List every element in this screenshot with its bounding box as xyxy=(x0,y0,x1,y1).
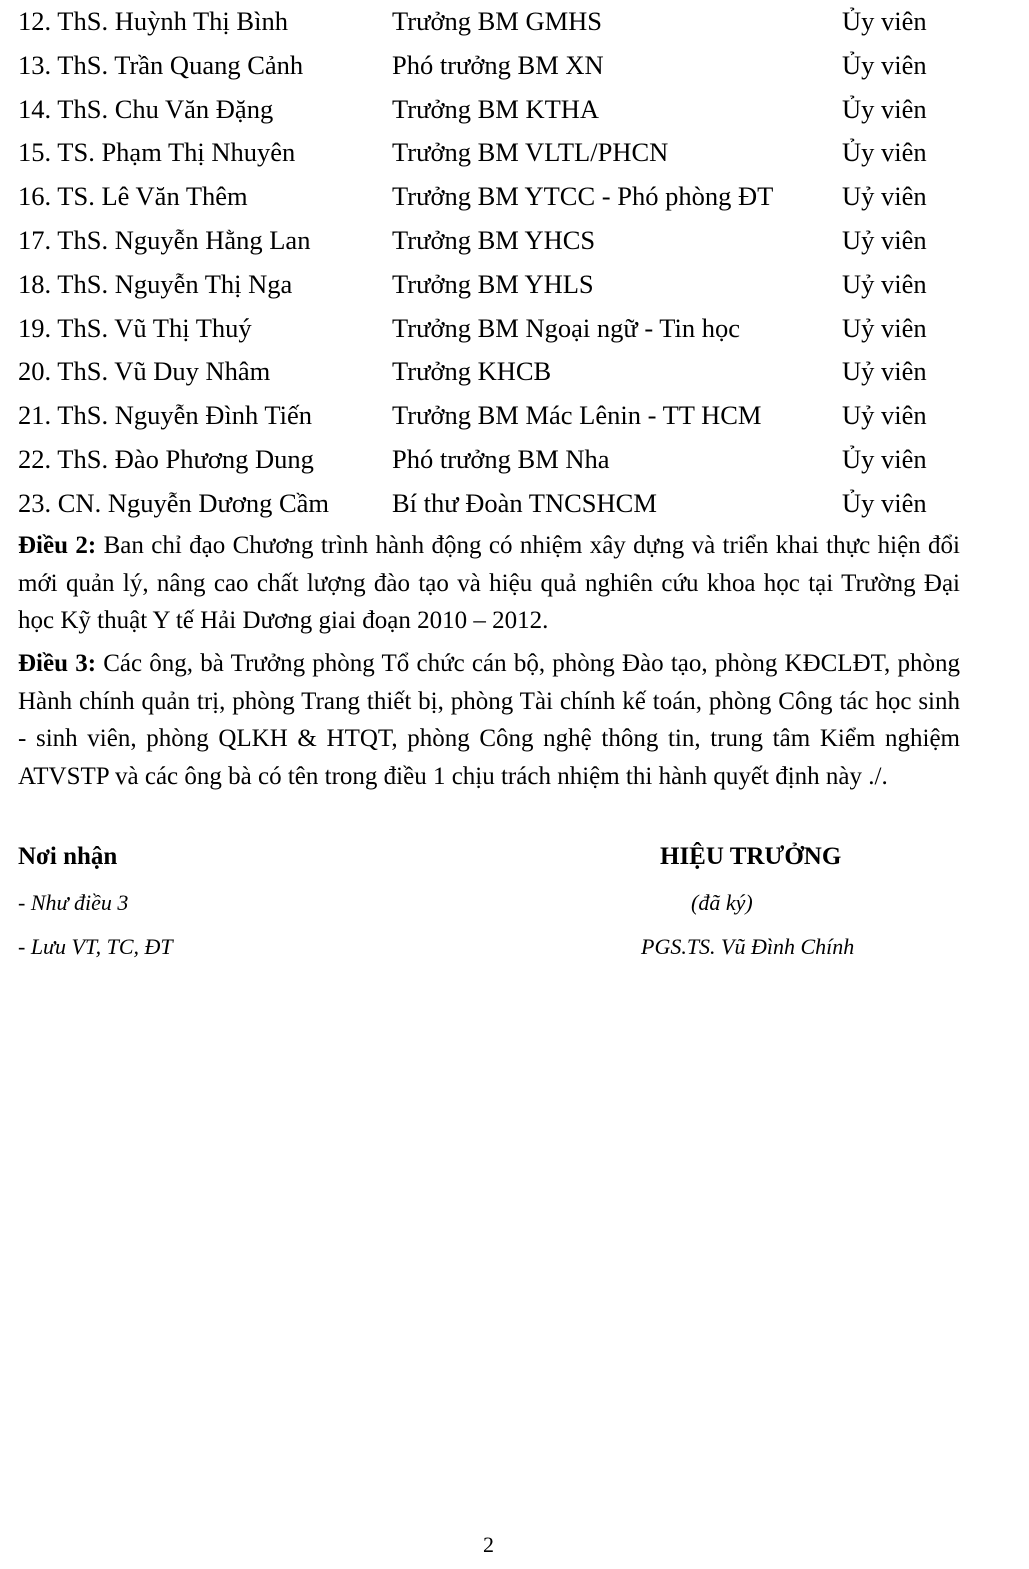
member-row xyxy=(18,350,960,394)
member-position: Trưởng BM VLTL/PHCN xyxy=(392,137,669,168)
document-page xyxy=(18,0,960,959)
member-name: 21. ThS. Nguyễn Đình Tiến xyxy=(18,400,312,431)
member-position: Trưởng BM KTHA xyxy=(392,93,600,124)
member-name: 23. CN. Nguyễn Dương Cầm xyxy=(18,487,330,518)
member-position: Trưởng KHCB xyxy=(392,356,552,387)
member-position: Trưởng BM Ngoại ngữ - Tin học xyxy=(392,312,741,343)
member-position: Trưởng BM YTCC - Phó phòng ĐT xyxy=(392,181,774,212)
article-text: Ban chỉ đạo Chương trình hành động có nhiệm xây dựng và triển khai thực hiện đổi mới quản lý, nâng cao chất lượng đào tạo và hiệu quả nghiên cứu khoa học tại Trường Đại học Kỹ thuật Y tế Hải Dương giai đoạn 2010 – 2012. xyxy=(18,532,960,634)
member-row xyxy=(18,394,960,438)
page-number: 2 xyxy=(483,1532,494,1557)
member-name: 15. TS. Phạm Thị Nhuyên xyxy=(18,137,296,168)
recipient-item: - Lưu VT, TC, ĐT xyxy=(18,934,173,959)
member-role: Ủy viên xyxy=(842,49,927,80)
member-row xyxy=(18,482,960,526)
member-position: Trưởng BM YHLS xyxy=(392,268,594,299)
signer-name: PGS.TS. Vũ Đình Chính xyxy=(641,934,855,959)
article-text: Các ông, bà Trưởng phòng Tổ chức cán bộ, phòng Đào tạo, phòng KĐCLĐT, phòng Hành chính quản trị, phòng Trang thiết bị, phòng Tài chính kế toán, phòng Công tác học sinh - sinh viên, phòng QLKH & HTQT, phòng Công nghệ thông tin, trung tâm Kiểm nghiệm ATVSTP và các ông bà có tên trong điều 1 chịu trách nhiệm thi hành quyết định này ./. xyxy=(18,650,960,790)
member-name: 22. ThS. Đào Phương Dung xyxy=(18,443,314,474)
member-row xyxy=(18,131,960,175)
member-row xyxy=(18,0,960,44)
member-role: Ủy viên xyxy=(842,487,927,518)
member-position: Phó trưởng BM Nha xyxy=(392,443,610,474)
member-role: Ủy viên xyxy=(842,443,927,474)
member-row xyxy=(18,88,960,132)
member-row xyxy=(18,219,960,263)
member-name: 17. ThS. Nguyễn Hằng Lan xyxy=(18,224,311,255)
article-label: Điều 3: xyxy=(18,650,97,677)
member-row xyxy=(18,263,960,307)
member-role: Uỷ viên xyxy=(842,224,927,255)
member-role: Uỷ viên xyxy=(842,312,927,343)
recipients-heading: Nơi nhận xyxy=(18,843,118,870)
signer-title: HIỆU TRƯỞNG xyxy=(660,843,842,870)
recipient-item: - Như điều 3 xyxy=(18,890,129,915)
member-row xyxy=(18,307,960,351)
member-name: 19. ThS. Vũ Thị Thuý xyxy=(18,312,252,343)
member-role: Uỷ viên xyxy=(842,181,927,212)
article-2 xyxy=(18,527,960,640)
member-role: Ủy viên xyxy=(842,6,927,36)
signature-block xyxy=(18,838,960,978)
signed-note: (đã ký) xyxy=(691,890,753,915)
member-name: 13. ThS. Trần Quang Cảnh xyxy=(18,49,304,80)
member-row xyxy=(18,438,960,482)
article-label: Điều 2: xyxy=(18,532,97,559)
member-name: 18. ThS. Nguyễn Thị Nga xyxy=(18,268,293,299)
member-position: Phó trưởng BM XN xyxy=(392,49,604,80)
member-role: Uỷ viên xyxy=(842,356,927,387)
member-name: 12. ThS. Huỳnh Thị Bình xyxy=(18,6,288,36)
member-name: 14. ThS. Chu Văn Đặng xyxy=(18,93,274,124)
member-position: Bí thư Đoàn TNCSHCM xyxy=(392,487,657,518)
member-row xyxy=(18,175,960,219)
member-position: Trưởng BM Mác Lênin - TT HCM xyxy=(392,400,762,431)
member-name: 20. ThS. Vũ Duy Nhâm xyxy=(18,356,271,387)
member-position: Trưởng BM GMHS xyxy=(392,6,603,36)
member-name: 16. TS. Lê Văn Thêm xyxy=(18,181,248,212)
member-role: Ủy viên xyxy=(842,93,927,124)
member-role: Uỷ viên xyxy=(842,400,927,431)
member-row xyxy=(18,44,960,88)
committee-member-list xyxy=(18,0,960,526)
article-3 xyxy=(18,645,960,795)
member-role: Uỷ viên xyxy=(842,268,927,299)
member-position: Trưởng BM YHCS xyxy=(392,224,596,255)
member-role: Ủy viên xyxy=(842,137,927,168)
